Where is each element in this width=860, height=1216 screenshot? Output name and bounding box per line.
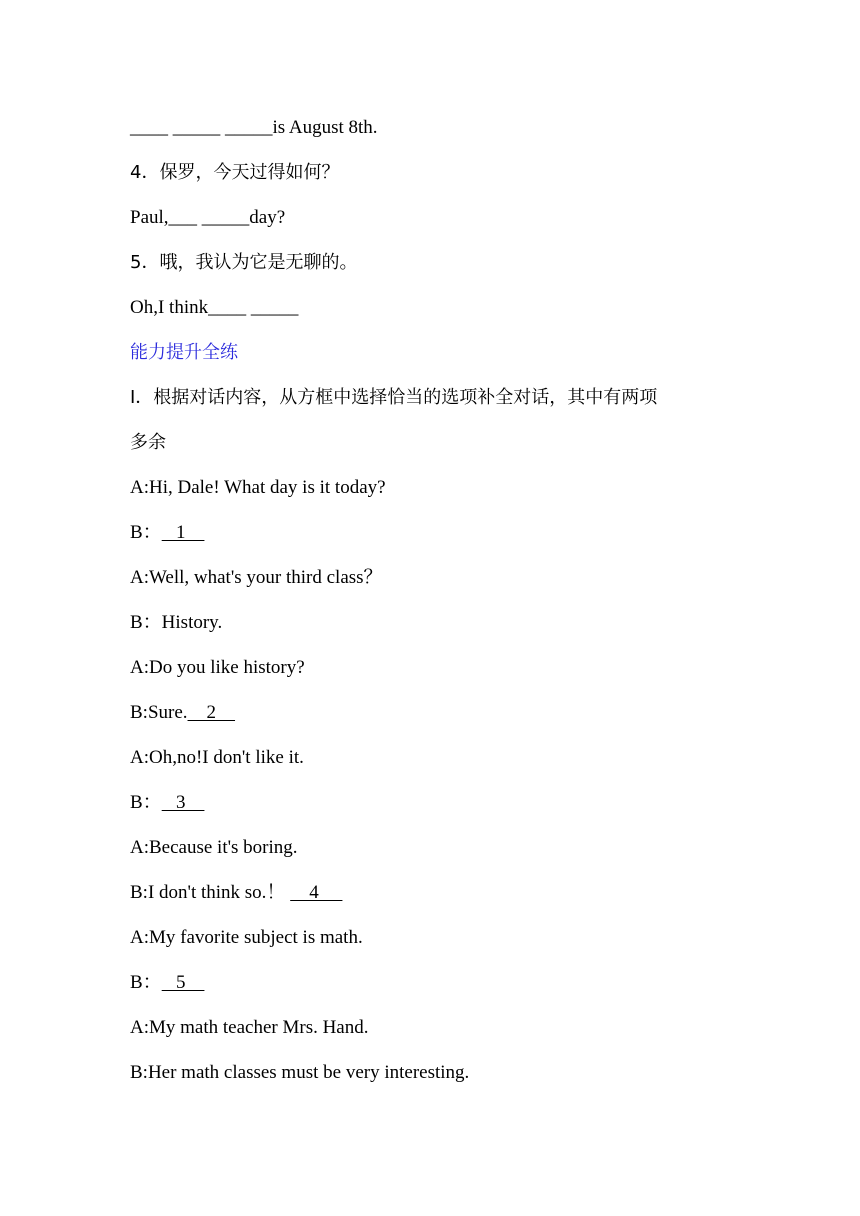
dialogue-line: B:Her math classes must be very interesting. xyxy=(130,1062,470,1083)
blank-3: 3 xyxy=(161,792,205,813)
speaker-prefix: B： xyxy=(130,522,162,543)
dialogue-line: A:Hi, Dale! What day is it today? xyxy=(130,477,386,498)
speaker-prefix: B:Sure. xyxy=(130,702,188,723)
speaker-prefix: B:I don't think so.！ xyxy=(130,882,291,903)
blank-5: 5 xyxy=(161,972,205,993)
dialogue-line: A:Do you like history? xyxy=(130,657,305,678)
question-4-chinese: 4．保罗，今天过得如何？ xyxy=(130,162,340,183)
dialogue-line-blank-2 xyxy=(130,701,235,725)
instruction-line-1: Ⅰ．根据对话内容，从方框中选择恰当的选项补全对话，其中有两项 xyxy=(130,387,658,408)
speaker-prefix: B： xyxy=(130,972,162,993)
dialogue-line-blank-3 xyxy=(130,791,204,815)
dialogue-line-blank-4 xyxy=(130,881,342,905)
answer-line-3: ____ _____ _____is August 8th. xyxy=(130,117,378,138)
dialogue-line-blank-1 xyxy=(130,521,204,545)
instruction-line-2: 多余 xyxy=(130,432,166,453)
dialogue-line: A:Well, what's your third class？ xyxy=(130,567,383,588)
blank-2: 2 xyxy=(187,702,236,723)
dialogue-line: B：History. xyxy=(130,612,223,633)
dialogue-line: A:Oh,no!I don't like it. xyxy=(130,747,304,768)
speaker-prefix: B： xyxy=(130,792,162,813)
dialogue-line: A:My math teacher Mrs. Hand. xyxy=(130,1017,369,1038)
dialogue-line-blank-5 xyxy=(130,971,204,995)
answer-line-4: Paul,___ _____day? xyxy=(130,207,286,228)
blank-1: 1 xyxy=(161,522,205,543)
section-heading: 能力提升全练 xyxy=(130,342,238,363)
blank-4: 4 xyxy=(290,882,343,903)
answer-line-5: Oh,I think____ _____ xyxy=(130,297,299,318)
dialogue-line: A:My favorite subject is math. xyxy=(130,927,363,948)
dialogue-line: A:Because it's boring. xyxy=(130,837,298,858)
question-5-chinese: 5．哦，我认为它是无聊的。 xyxy=(130,252,358,273)
